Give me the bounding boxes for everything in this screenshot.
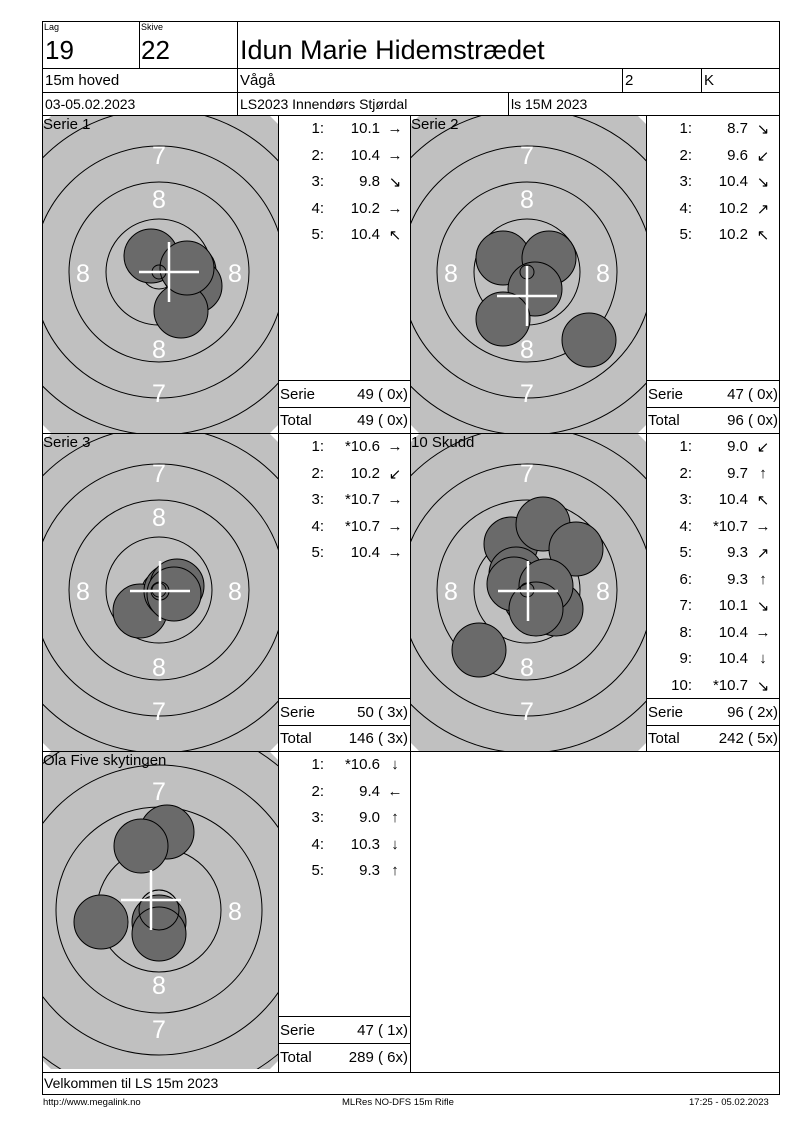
- shot-direction-icon: ↖: [388, 227, 402, 244]
- panel-title: Serie 3: [43, 434, 91, 451]
- total-label: Total: [280, 730, 312, 747]
- shot-row: [648, 571, 778, 589]
- serie-value: 47 ( 1x): [357, 1022, 408, 1039]
- shot-number: 5:: [311, 862, 324, 879]
- shot-value: 10.3: [350, 835, 380, 853]
- shot-value: 10.2: [350, 464, 380, 482]
- shot-value: 10.4: [718, 623, 748, 641]
- shot-number: 8:: [679, 623, 692, 641]
- shot-direction-icon: →: [387, 517, 403, 535]
- shot-number: 4:: [311, 835, 324, 853]
- target-serie-1: [43, 116, 278, 433]
- shot-direction-icon: ↓: [391, 835, 399, 853]
- shot-number: 4:: [679, 517, 692, 535]
- ring-label: 8: [152, 336, 166, 364]
- shot-value: 9.3: [727, 544, 748, 561]
- shot-direction-icon: ↘: [756, 121, 770, 138]
- shot-value: 9.0: [359, 809, 380, 826]
- shot-direction-icon: ↑: [759, 570, 767, 588]
- serie-label: Serie: [280, 704, 316, 721]
- ring-label: 8: [76, 260, 90, 288]
- shot-hole: [452, 623, 506, 677]
- total-value: 49 ( 0x): [357, 412, 408, 429]
- shot-value: 10.1: [350, 120, 380, 137]
- shot-direction-icon: ↘: [756, 174, 770, 191]
- program-name: ls 15M 2023: [511, 96, 588, 112]
- shot-direction-icon: →: [755, 517, 771, 535]
- lag-value: 19: [45, 35, 74, 65]
- ring-label: 8: [596, 578, 610, 606]
- ring-label: 7: [152, 380, 166, 408]
- event-name: LS2023 Innendørs Stjørdal: [240, 96, 408, 112]
- skive-label: Skive: [141, 22, 164, 32]
- shot-value: 8.7: [727, 120, 748, 137]
- serie-label: Serie: [280, 1022, 316, 1039]
- shot-row: [280, 756, 410, 774]
- ring-label: 8: [520, 654, 534, 682]
- shot-number: 1:: [679, 120, 692, 137]
- ring-label: 8: [228, 898, 242, 926]
- shot-row: [648, 147, 778, 165]
- total-value: 242 ( 5x): [718, 730, 778, 747]
- shot-row: [648, 491, 778, 509]
- total-label: Total: [280, 412, 312, 429]
- footer-url[interactable]: http://www.megalink.no: [43, 1097, 141, 1108]
- ring-label: 7: [520, 460, 534, 488]
- shot-number: 1:: [311, 438, 324, 455]
- ring-label: 7: [152, 142, 166, 170]
- total-label: Total: [648, 730, 680, 747]
- shot-number: 9:: [679, 650, 692, 667]
- shot-number: 4:: [679, 199, 692, 217]
- shot-value: *10.7: [712, 517, 748, 535]
- total-value: 96 ( 0x): [727, 412, 778, 429]
- shot-number: 3:: [679, 491, 692, 508]
- shot-value: 10.4: [718, 650, 748, 667]
- shot-number: 5:: [311, 226, 324, 243]
- shot-direction-icon: ↑: [391, 809, 399, 826]
- shot-row: [280, 438, 410, 456]
- shot-number: 3:: [311, 173, 324, 190]
- serie-value: 47 ( 0x): [727, 386, 778, 403]
- shot-number: 1:: [311, 120, 324, 137]
- footer-software: MLRes NO-DFS 15m Rifle: [342, 1097, 454, 1108]
- shot-value: *10.7: [712, 676, 748, 694]
- shot-value: 10.1: [718, 597, 748, 614]
- club-name: Vågå: [240, 72, 276, 89]
- ring-label: 8: [152, 186, 166, 214]
- shot-row: [280, 226, 410, 244]
- ring-label: 8: [152, 654, 166, 682]
- shot-direction-icon: →: [387, 438, 403, 455]
- shot-number: 4:: [311, 199, 324, 217]
- shot-direction-icon: ←: [387, 782, 403, 800]
- shot-value: *10.6: [344, 438, 380, 455]
- ring-label: 8: [152, 972, 166, 1000]
- welcome-text: Velkommen til LS 15m 2023: [44, 1075, 219, 1091]
- shot-number: 3:: [679, 173, 692, 190]
- shot-value: *10.6: [344, 756, 380, 773]
- ring-label: 7: [520, 142, 534, 170]
- total-value: 146 ( 3x): [348, 730, 408, 747]
- shot-number: 6:: [679, 570, 692, 588]
- serie-label: Serie: [648, 704, 684, 721]
- ring-label: 7: [152, 1016, 166, 1044]
- lag-label: Lag: [44, 22, 60, 32]
- shot-value: 9.8: [359, 173, 380, 190]
- target-10-skudd: [411, 434, 646, 751]
- ring-label: 7: [152, 698, 166, 726]
- shot-direction-icon: →: [387, 491, 403, 508]
- shot-value: 9.6: [727, 146, 748, 164]
- shot-direction-icon: ↓: [759, 650, 767, 667]
- shot-row: [648, 650, 778, 668]
- shot-direction-icon: →: [755, 623, 771, 641]
- shot-direction-icon: ↗: [756, 200, 770, 218]
- shot-row: [280, 200, 410, 218]
- shot-row: [280, 120, 410, 138]
- shot-direction-icon: ↖: [756, 492, 770, 509]
- shot-number: 1:: [679, 438, 692, 455]
- shot-direction-icon: ↘: [756, 598, 770, 615]
- ring-label: 8: [228, 260, 242, 288]
- shot-direction-icon: ↘: [756, 677, 770, 695]
- ring-label: 8: [444, 578, 458, 606]
- shot-row: [280, 836, 410, 854]
- shot-direction-icon: →: [387, 146, 403, 164]
- shot-value: 9.3: [727, 570, 748, 588]
- shot-direction-icon: ↑: [391, 862, 399, 879]
- shot-row: [280, 491, 410, 509]
- serie-value: 49 ( 0x): [357, 386, 408, 403]
- shot-row: [280, 809, 410, 827]
- column-number: 2: [625, 72, 634, 89]
- target-ola-five: [43, 752, 278, 1069]
- skive-value: 22: [141, 35, 170, 65]
- shot-number: 3:: [311, 491, 324, 508]
- target-serie-3: [43, 434, 278, 751]
- shot-direction-icon: ↑: [759, 464, 767, 482]
- shot-value: 10.4: [350, 226, 380, 243]
- shot-number: 2:: [311, 782, 324, 800]
- shot-value: 9.4: [359, 782, 380, 800]
- shot-direction-icon: ↖: [756, 227, 770, 244]
- ring-label: 7: [152, 460, 166, 488]
- shot-row: [280, 518, 410, 536]
- panel-title: 10 Skudd: [411, 434, 475, 451]
- total-label: Total: [648, 412, 680, 429]
- shooter-name: Idun Marie Hidemstrædet: [240, 35, 545, 65]
- shot-hole: [562, 313, 616, 367]
- shot-direction-icon: →: [387, 120, 403, 137]
- shot-hole: [74, 895, 128, 949]
- shot-row: [280, 147, 410, 165]
- shot-value: 10.4: [718, 491, 748, 508]
- shot-number: 5:: [679, 544, 692, 561]
- shot-direction-icon: →: [387, 199, 403, 217]
- shot-hole: [114, 819, 168, 873]
- panel-title: Serie 2: [411, 116, 459, 133]
- shot-row: [648, 226, 778, 244]
- serie-value: 96 ( 2x): [727, 704, 778, 721]
- target-serie-2: [411, 116, 646, 433]
- class-label: 15m hoved: [45, 72, 120, 89]
- panel-title: Ola Five skytingen: [43, 752, 167, 769]
- shot-row: [280, 544, 410, 562]
- shot-row: [280, 862, 410, 880]
- shot-number: 2:: [311, 464, 324, 482]
- ring-label: 8: [76, 578, 90, 606]
- shot-number: 10:: [671, 676, 692, 694]
- ring-label: 7: [152, 778, 166, 806]
- shot-value: 9.0: [727, 438, 748, 455]
- shot-row: [648, 624, 778, 642]
- shot-row: [648, 120, 778, 138]
- shot-number: 5:: [311, 544, 324, 561]
- serie-value: 50 ( 3x): [357, 704, 408, 721]
- shot-row: [648, 518, 778, 536]
- shot-direction-icon: ↙: [756, 439, 770, 456]
- ring-label: 8: [152, 504, 166, 532]
- shot-number: 3:: [311, 809, 324, 826]
- shot-direction-icon: ↘: [388, 174, 402, 191]
- column-k: K: [704, 72, 715, 89]
- shot-number: 2:: [679, 146, 692, 164]
- shot-direction-icon: ↙: [388, 465, 402, 483]
- shot-value: 9.7: [727, 464, 748, 482]
- ring-label: 8: [520, 336, 534, 364]
- shot-value: *10.7: [344, 517, 380, 535]
- shot-direction-icon: ↓: [391, 756, 399, 773]
- panel-title: Serie 1: [43, 116, 91, 133]
- ring-label: 8: [596, 260, 610, 288]
- shot-number: 4:: [311, 517, 324, 535]
- shot-number: 2:: [311, 146, 324, 164]
- shot-direction-icon: →: [387, 544, 403, 561]
- serie-label: Serie: [280, 386, 316, 403]
- shot-value: 10.4: [350, 544, 380, 561]
- ring-label: 8: [444, 260, 458, 288]
- total-value: 289 ( 6x): [348, 1049, 408, 1066]
- shot-row: [648, 597, 778, 615]
- shot-number: 2:: [679, 464, 692, 482]
- shot-hole: [476, 292, 530, 346]
- shot-row: [648, 677, 778, 695]
- total-label: Total: [280, 1049, 312, 1066]
- shot-row: [648, 465, 778, 483]
- shot-row: [648, 544, 778, 562]
- shot-row: [648, 438, 778, 456]
- shot-number: 5:: [679, 226, 692, 243]
- shot-direction-icon: ↙: [756, 147, 770, 165]
- shot-row: [648, 200, 778, 218]
- shot-value: 10.2: [350, 199, 380, 217]
- ring-label: 8: [228, 578, 242, 606]
- shot-value: *10.7: [344, 491, 380, 508]
- shot-value: 10.4: [718, 173, 748, 190]
- shot-row: [648, 173, 778, 191]
- shot-row: [280, 783, 410, 801]
- shot-number: 7:: [679, 597, 692, 614]
- shot-row: [280, 173, 410, 191]
- shot-value: 10.4: [350, 146, 380, 164]
- shot-number: 1:: [311, 756, 324, 773]
- shot-value: 9.3: [359, 862, 380, 879]
- event-date: 03-05.02.2023: [45, 96, 136, 112]
- ring-label: 7: [520, 380, 534, 408]
- ring-label: 8: [520, 186, 534, 214]
- shot-value: 10.2: [718, 199, 748, 217]
- shot-row: [280, 465, 410, 483]
- footer-timestamp: 17:25 - 05.02.2023: [689, 1097, 769, 1108]
- serie-label: Serie: [648, 386, 684, 403]
- shot-direction-icon: ↗: [756, 545, 770, 562]
- shot-value: 10.2: [718, 226, 748, 243]
- ring-label: 7: [520, 698, 534, 726]
